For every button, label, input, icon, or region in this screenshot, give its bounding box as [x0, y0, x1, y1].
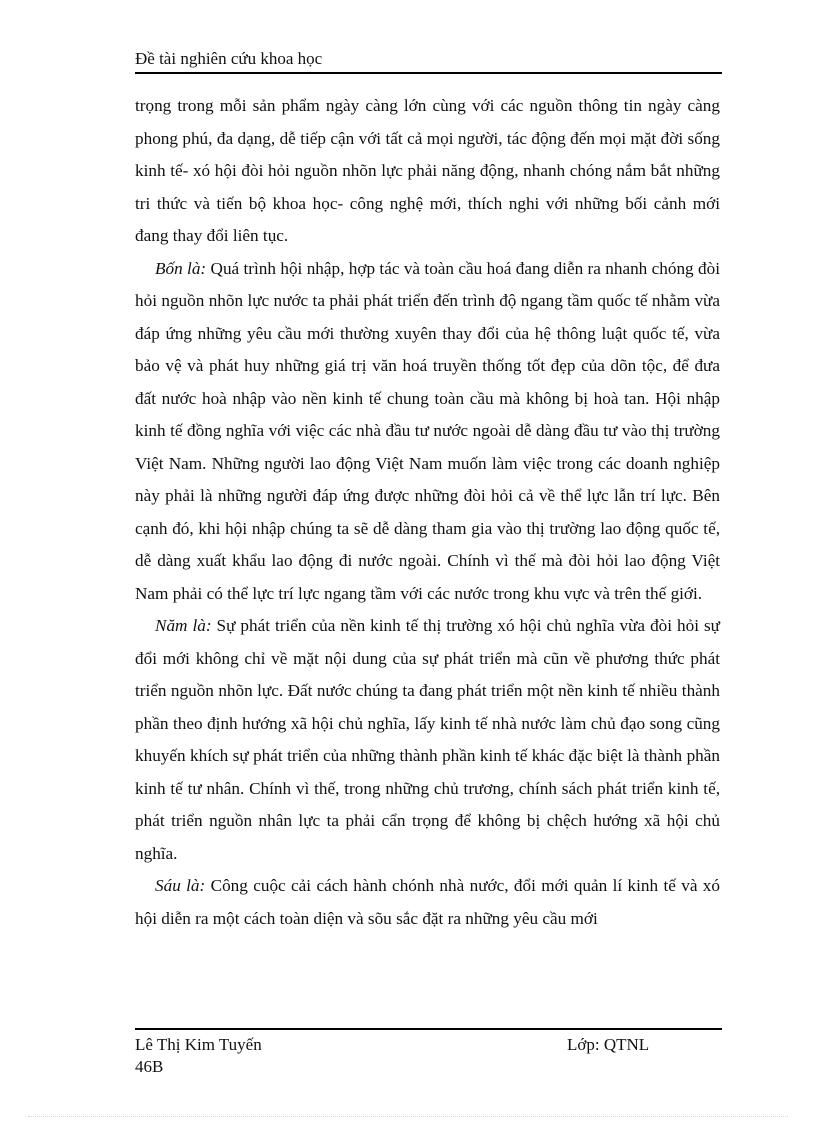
document-body — [135, 90, 720, 935]
page-footer — [135, 1034, 722, 1078]
paragraph-continuation — [135, 90, 720, 253]
footer-class: Lớp: QTNL — [567, 1035, 650, 1054]
footer-class-number: 46B — [135, 1057, 164, 1076]
header-title: Đề tài nghiên cứu khoa học — [135, 49, 323, 68]
paragraph-sixth — [135, 870, 720, 935]
paragraph-lead: Năm là: — [155, 616, 212, 635]
page-edge — [28, 1116, 788, 1117]
paragraph-fourth — [135, 253, 720, 611]
footer-divider — [135, 1028, 722, 1030]
paragraph-text: trọng trong mỗi sản phẩm ngày càng lớn cùng với các nguồn thông tin ngày càng phong phú, đa dạng, dễ tiếp cận với tất cả mọi người, tác động đến mọi mặt đời sống kinh tế- xó hội đòi hỏi nguồn nhõn lực phải năng động, nhanh chóng nắm bắt những tri thức và tiến bộ khoa học- công nghệ mới, thích nghi với những bối cảnh mới đang thay đổi liên tục. — [135, 96, 720, 245]
paragraph-text: Công cuộc cải cách hành chónh nhà nước, đổi mới quản lí kinh tế và xó hội diễn ra một cách toàn diện và sõu sắc đặt ra những yêu cầu mới — [135, 876, 720, 928]
paragraph-text: Quá trình hội nhập, hợp tác và toàn cầu hoá đang diễn ra nhanh chóng đòi hỏi nguồn nhõn lực nước ta phải phát triển đến trình độ ngang tầm quốc tế nhằm vừa đáp ứng những yêu cầu mới thường xuyên thay đổi của hệ thông luật quốc tế, vừa bảo vệ và phát huy những giá trị văn hoá truyền thống tốt đẹp của dõn tộc, để đưa đất nước hoà nhập vào nền kinh tế chung toàn cầu mà không bị hoà tan. Hội nhập kinh tế đồng nghĩa với việc các nhà đầu tư nước ngoài dễ dàng đầu tư vào thị trường Việt Nam. Những người lao động Việt Nam muốn làm việc trong các doanh nghiệp này phải là những người đáp ứng được những đòi hỏi cả về thể lực lẫn trí lực. Bên cạnh đó, khi hội nhập chúng ta sẽ dễ dàng tham gia vào thị trường lao động quốc tế, dễ dàng xuất khẩu lao động đi nước ngoài. Chính vì thế mà đòi hỏi lao động Việt Nam phải có thể lực trí lực ngang tầm với các nước trong khu vực và trên thế giới. — [135, 258, 720, 603]
paragraph-text: Sự phát triển của nền kinh tế thị trường xó hội chủ nghĩa vừa đòi hỏi sự đổi mới không chỉ về mặt nội dung của sự phát triển mà cũn về phương thức phát triển nguồn nhõn lực. Đất nước chúng ta đang phát triển một nền kinh tế nhiều thành phần theo định hướng xã hội chủ nghĩa, lấy kinh tế nhà nước làm chủ đạo song cũng khuyến khích sự phát triển của những thành phần kinh tế khác đặc biệt là thành phần kinh tế tư nhân. Chính vì thế, trong những chủ trương, chính sách phát triển kinh tế, phát triển nguồn nhân lực ta phải cẩn trọng để không bị chệch hướng xã hội chủ nghĩa. — [135, 616, 720, 863]
page-header — [135, 48, 722, 74]
paragraph-lead: Sáu là: — [155, 876, 206, 895]
footer-author: Lê Thị Kim Tuyến — [135, 1035, 262, 1054]
paragraph-fifth — [135, 610, 720, 870]
paragraph-lead: Bốn là: — [155, 258, 207, 278]
